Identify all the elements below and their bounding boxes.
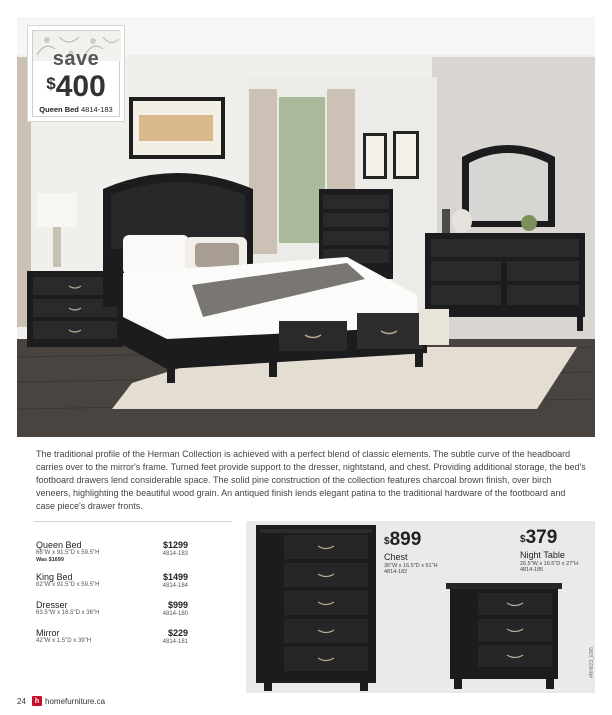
catalog-code: #RH623_EN5 — [589, 647, 595, 678]
chest-sku: 4814-182 — [384, 569, 408, 575]
product-dims: 63.5"W x 16.5"D x 36"H — [36, 610, 100, 616]
save-item — [28, 105, 124, 114]
savings-badge — [27, 25, 125, 122]
night-table-dims: 26.5"W x 16.5"D x 27"H — [520, 561, 579, 567]
featured-night-table — [520, 528, 578, 573]
product-price: $999 — [167, 600, 188, 610]
product-name: Queen Bed — [36, 540, 82, 550]
price-row-mirror — [36, 628, 188, 656]
product-price: $1299 — [162, 540, 188, 550]
chest-currency: $ — [384, 536, 390, 547]
price-row-queen-bed — [36, 540, 188, 572]
collection-description: The traditional profile of the Herman Collection is achieved with a perfect blend of classic elements. The subtle curve of the headboard carries over to the mirror's frame. Turned feet provide support to the dresser, nightstand, and chest. Providing additional storage, the bed's footboard drawers lend considerable space. The solid pine construction of the collection features charcoal brown finish, over birch veneers, highlighting the beautiful wood grain. An antiqued finish lends elegant patina to the traditional hardware of the footboard and case piece's drawer fronts. — [36, 449, 586, 511]
product-sku: 4814-180 — [162, 611, 188, 617]
page-footer — [17, 694, 105, 708]
featured-chest — [384, 530, 438, 575]
product-was-price: Was $1699 — [36, 557, 64, 563]
home-logo-icon — [32, 696, 42, 706]
product-sku: 4814-183 — [162, 551, 188, 557]
night-table-sku: 4814-185 — [520, 567, 544, 573]
product-dims: 82"W x 91.5"D x 59.5"H — [36, 582, 100, 588]
product-dims: 66"W x 91.5"D x 59.5"H — [36, 550, 100, 556]
save-item-sku: 4814-183 — [80, 105, 113, 114]
chest-dims: 36"W x 16.5"D x 51"H — [384, 563, 438, 569]
chest-name: Chest — [384, 552, 408, 562]
website-link[interactable]: homefurniture.ca — [45, 696, 106, 706]
save-amount — [28, 70, 124, 104]
night-table-name: Night Table — [520, 550, 565, 560]
logo-letter: h — [34, 697, 40, 705]
night-table-price — [520, 528, 578, 548]
page-number: 24 — [17, 696, 26, 706]
price-row-dresser — [36, 600, 188, 628]
night-table-currency: $ — [520, 534, 526, 545]
divider — [34, 521, 232, 522]
save-value: 400 — [55, 70, 106, 103]
save-currency: $ — [46, 74, 56, 93]
product-sku: 4814-181 — [162, 639, 188, 645]
price-row-king-bed — [36, 572, 188, 600]
night-table-amount: 379 — [525, 527, 558, 548]
save-item-name: Queen Bed — [39, 105, 79, 114]
product-sku: 4814-184 — [162, 583, 188, 589]
price-list — [36, 540, 188, 656]
product-name: Dresser — [36, 600, 68, 610]
save-label: save — [52, 48, 100, 70]
product-price: $1499 — [162, 572, 188, 582]
product-name: Mirror — [36, 628, 60, 638]
product-name: King Bed — [36, 572, 73, 582]
product-price: $229 — [167, 628, 188, 638]
chest-price — [384, 530, 438, 550]
chest-amount: 899 — [389, 529, 422, 550]
product-dims: 42"W x 1.5"D x 39"H — [36, 638, 92, 644]
